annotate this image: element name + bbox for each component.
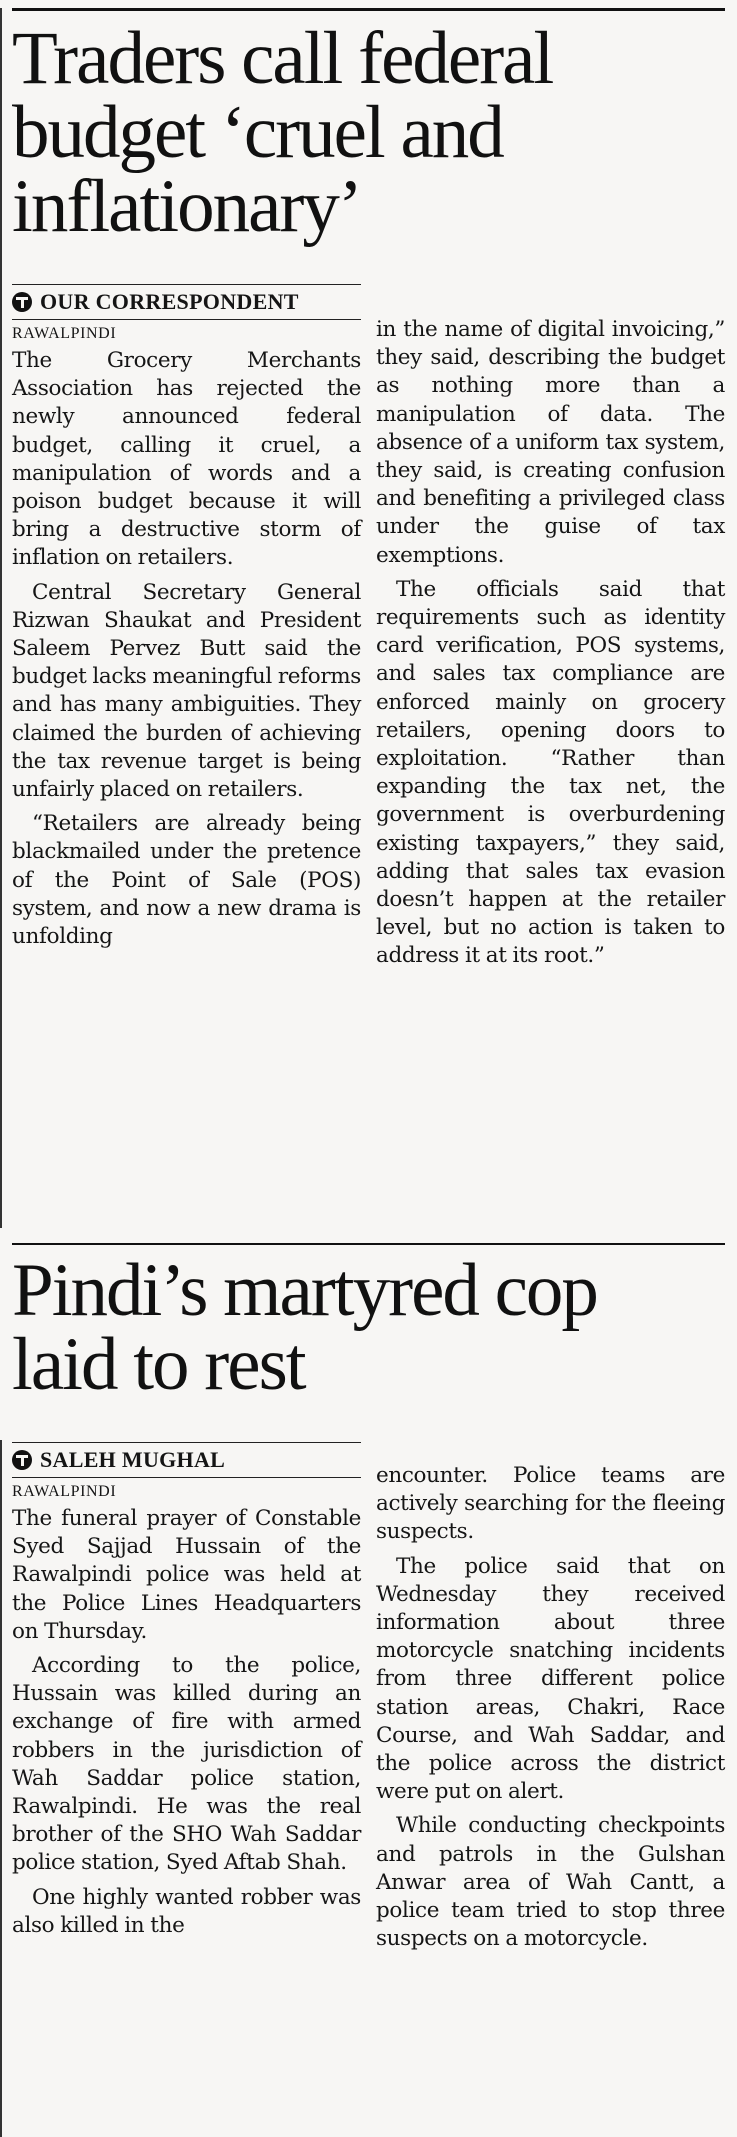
paragraph: The Grocery Merchants Association has rejected the newly announced federal budget, calling it cruel, a manipulation of words and a poison budget because it will bring a destructive storm of inflation on retailers. [12,348,361,571]
body-text [12,347,361,951]
body-text [12,1505,361,1940]
paragraph: The police said that on Wednesday they received information about three motorcycle snatching incidents from three different police station areas, Chakri, Race Course, and Wah Saddar, and the police across the district were put on alert. [376,1553,725,1805]
paragraph: The funeral prayer of Constable Syed Sajjad Hussain of the Rawalpindi police was held at the Police Lines Headquarters on Thursday. [12,1506,361,1644]
paragraph: According to the police, Hussain was killed during an exchange of fire with armed robbers in the jurisdiction of Wah Saddar police station, Rawalpindi. He was the real brother of the SHO Wah Saddar police station, Syed Aftab Shah. [12,1653,361,1876]
left-column [12,1442,361,1946]
body-text [376,316,725,971]
paragraph: “Retailers are already being blackmailed under the pretence of the Point of Sale (POS) system, and now a new drama is unfolding [12,811,361,950]
paragraph: encounter. Police teams are actively searching for the fleeing suspects. [376,1463,725,1545]
article-martyred-cop [12,1249,725,1952]
byline: OUR CORRESPONDENT [40,289,299,314]
right-column [376,1442,725,1959]
paragraph: While conducting checkpoints and patrols in the Gulshan Anwar area of Wah Cantt, a police team tried to stop three suspects on a motorcycle. [376,1813,725,1952]
column-edge-line [0,8,2,1228]
newspaper-logo-icon [12,1450,32,1470]
article-traders-budget [12,17,725,969]
byline: SALEH MUGHAL [40,1447,226,1472]
paragraph: Central Secretary General Rizwan Shaukat and President Saleem Pervez Butt said the budget lacks meaningful reforms and has many ambiguities. They claimed the burden of achieving the tax revenue target is being unfairly placed on retailers. [12,579,361,803]
paragraph: One highly wanted robber was also killed in the [12,1884,361,1938]
paragraph: The officials said that requirements such as identity card verification, POS systems, and sales tax compliance are enforced mainly on grocery retailers, opening doors to exploitation. “Rather than expanding the tax net, the government is overburdening existing taxpayers,” they said, adding that sales tax evasion doesn’t happen at the retailer level, but no action is taken to address it at its root.” [376,576,725,969]
right-column [376,284,725,977]
column-edge-line [0,1440,2,2137]
byline-bar [12,284,361,320]
newspaper-logo-icon [12,292,32,312]
left-column [12,284,361,957]
dateline: RAWALPINDI [12,325,117,342]
headline: Pindi’s martyred cop laid to rest [12,1249,597,1406]
paragraph: in the name of digital invoicing,” they said, describing the budget as nothing more than a manipulation of data. The absence of a uniform tax system, they said, is creating confusion and benefiting a privileged class under the guise of tax exemptions. [376,317,725,568]
section-divider [12,1243,725,1245]
dateline: RAWALPINDI [12,1483,117,1500]
byline-bar [12,1442,361,1478]
top-rule [12,8,725,11]
body-text [376,1462,725,1953]
headline: Traders call federal budget ‘cruel and inflationary’ [12,17,553,248]
